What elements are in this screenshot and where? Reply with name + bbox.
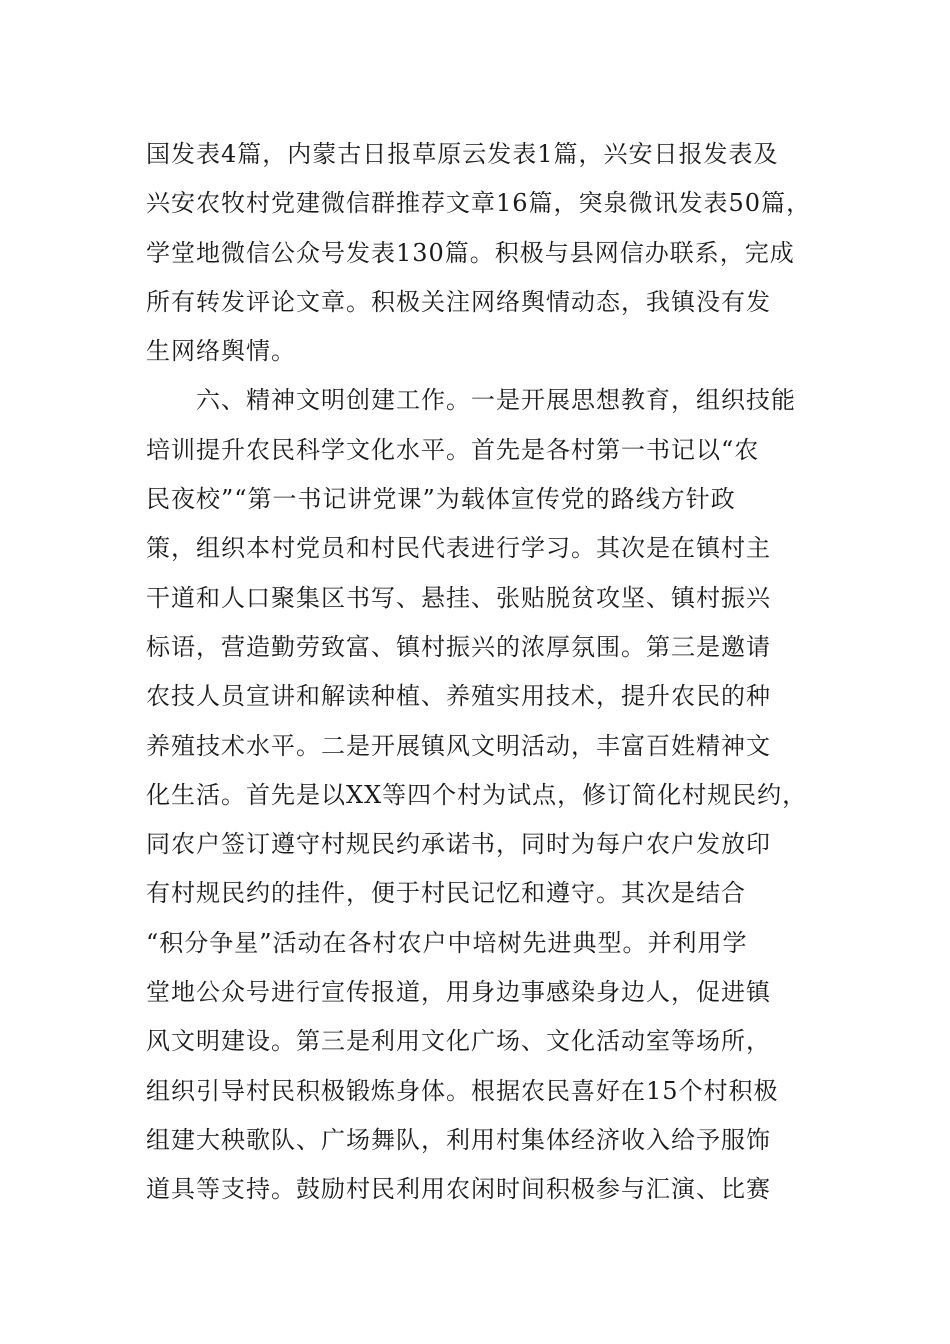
text-line: 学堂地微信公众号发表130篇。积极与县网信办联系，完成 (146, 238, 795, 267)
text-line: 道具等支持。鼓励村民利用农闲时间积极参与汇演、比赛 (146, 1175, 771, 1204)
text-line: 生网络舆情。 (146, 337, 296, 366)
text-line: 组建大秧歌队、广场舞队，利用村集体经济收入给予服饰 (146, 1125, 771, 1154)
text-line: 培训提升农民科学文化水平。首先是各村第一书记以“农 (146, 435, 760, 464)
text-line: 策，组织本村党员和村民代表进行学习。其次是在镇村主 (146, 534, 771, 563)
text-line: 所有转发评论文章。积极关注网络舆情动态，我镇没有发 (146, 287, 771, 316)
text-line: 民夜校”“第一书记讲党课”为载体宣传党的路线方针政 (146, 485, 736, 514)
text-line: 标语，营造勤劳致富、镇村振兴的浓厚氛围。第三是邀请 (146, 632, 771, 661)
text-line: 同农户签订遵守村规民约承诺书，同时为每户农户发放印 (146, 830, 771, 859)
text-line: 干道和人口聚集区书写、悬挂、张贴脱贫攻坚、镇村振兴 (146, 583, 771, 612)
text-line: 化生活。首先是以XX等四个村为试点，修订简化村规民约， (146, 780, 808, 809)
section-six-heading-line: 六、精神文明创建工作。一是开展思想教育，组织技能 (146, 386, 796, 415)
text-line: 国发表4篇，内蒙古日报草原云发表1篇，兴安日报发表及 (146, 140, 779, 168)
body-text (146, 130, 836, 1215)
text-line: 农技人员宣讲和解读种植、养殖实用技术，提升农民的种 (146, 682, 771, 711)
text-line: 有村规民约的挂件，便于村民记忆和遵守。其次是结合 (146, 879, 746, 908)
text-line: 堂地公众号进行宣传报道，用身边事感染身边人，促进镇 (146, 978, 771, 1007)
text-line: “积分争星”活动在各村农户中培树先进典型。并利用学 (146, 928, 748, 957)
text-line: 养殖技术水平。二是开展镇风文明活动，丰富百姓精神文 (146, 731, 771, 760)
text-line: 风文明建设。第三是利用文化广场、文化活动室等场所， (146, 1027, 771, 1056)
text-line: 兴安农牧村党建微信群推荐文章16篇，突泉微讯发表50篇， (146, 189, 812, 218)
text-line: 组织引导村民积极锻炼身体。根据农民喜好在15个村积极 (146, 1076, 779, 1105)
